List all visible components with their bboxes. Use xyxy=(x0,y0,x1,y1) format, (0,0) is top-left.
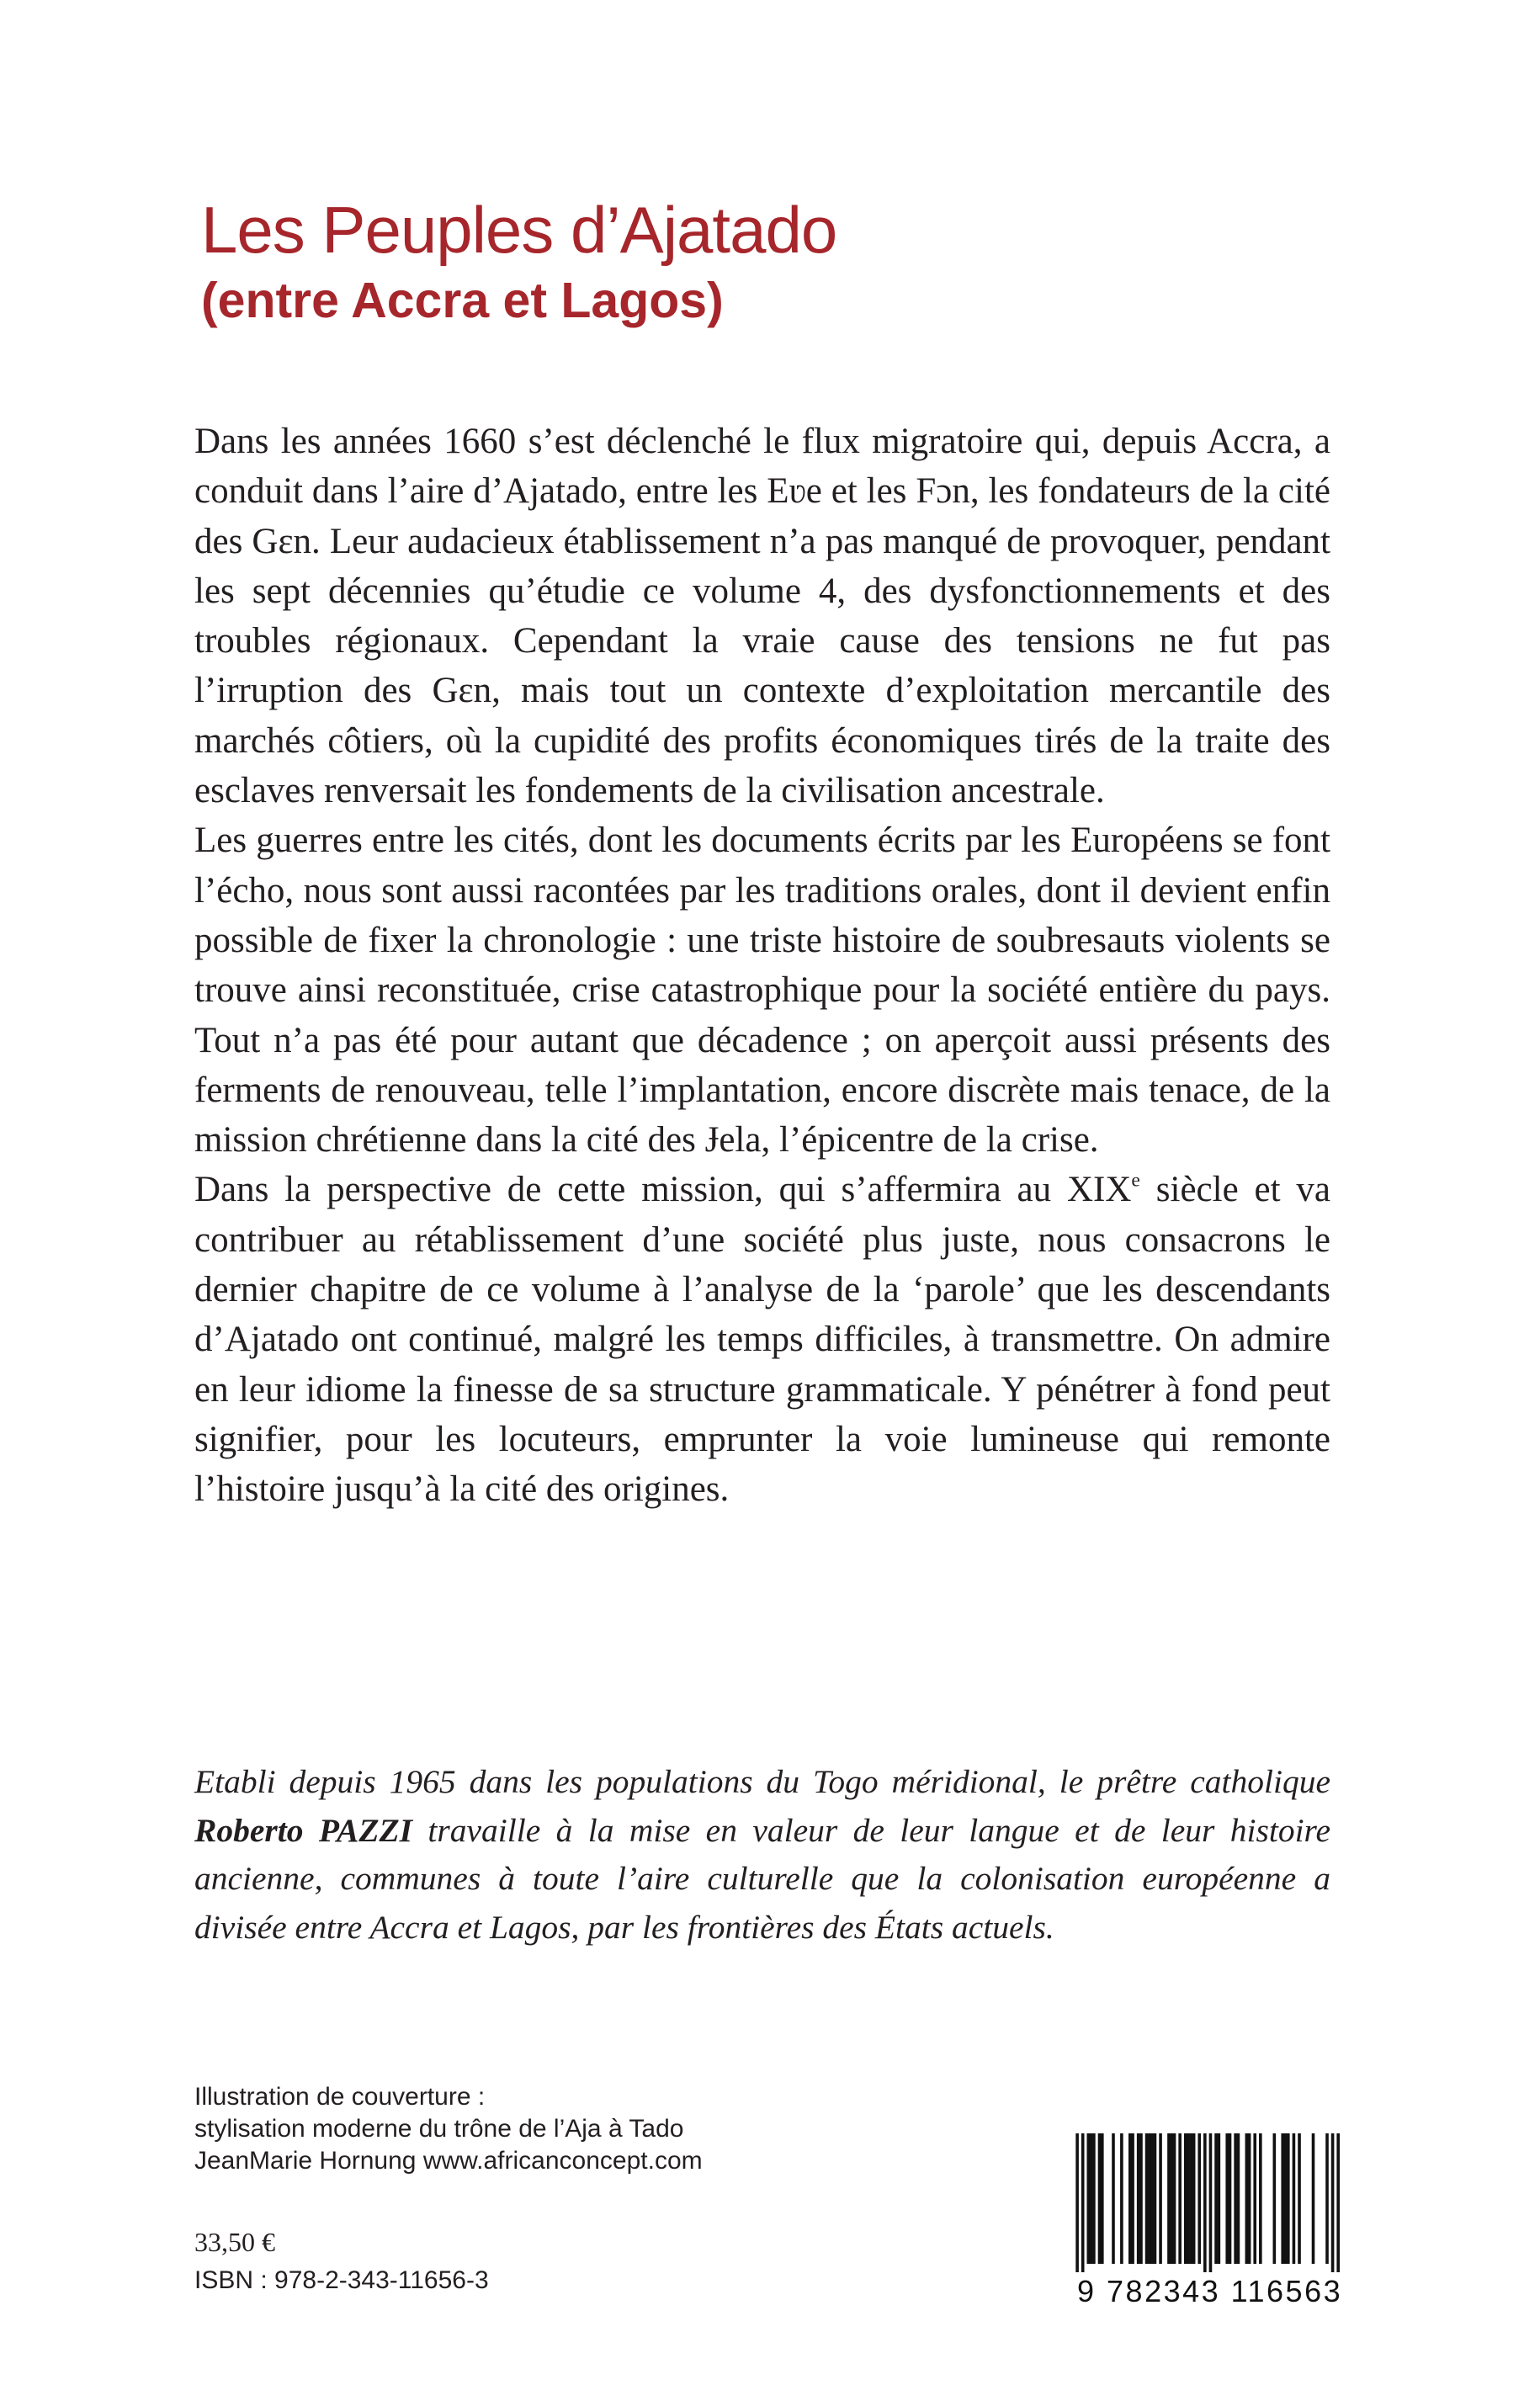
credits-line-1: Illustration de couverture : xyxy=(194,2083,486,2111)
blurb xyxy=(194,417,1330,1515)
barcode-bar xyxy=(1225,2133,1229,2264)
barcode-bar xyxy=(1336,2133,1340,2272)
barcode-bar xyxy=(1120,2133,1123,2264)
barcode-bar xyxy=(1209,2133,1213,2272)
barcode-bar xyxy=(1178,2133,1182,2264)
barcode-bar xyxy=(1090,2133,1093,2264)
barcode-bar xyxy=(1086,2133,1090,2264)
barcode-bar xyxy=(1245,2133,1249,2264)
barcode-bar xyxy=(1237,2133,1240,2264)
barcode-digits: 9 782343 116563 xyxy=(1077,2274,1343,2308)
author-bio xyxy=(194,1758,1330,1952)
barcode-bar xyxy=(1253,2133,1256,2264)
barcode-bar xyxy=(1101,2133,1104,2264)
barcode-bar xyxy=(1137,2133,1140,2264)
barcode-bar xyxy=(1298,2133,1301,2264)
author-name: Roberto PAZZI xyxy=(194,1811,413,1849)
barcode-bar xyxy=(1312,2133,1315,2264)
barcode-bar xyxy=(1281,2133,1284,2264)
author-bio-start: Etabli depuis 1965 dans les populations du Togo méridional, le prêtre catholique xyxy=(194,1763,1330,1800)
barcode-bar xyxy=(1075,2133,1079,2272)
barcode-bar xyxy=(1148,2133,1151,2264)
barcode-bar xyxy=(1214,2133,1218,2264)
blurb-paragraph-3-start: Dans la perspective de cette mission, qui s’affermira au XIX xyxy=(194,1170,1132,1210)
barcode-bar xyxy=(1325,2133,1329,2264)
barcode-bar xyxy=(1098,2133,1102,2264)
barcode-bar xyxy=(1287,2133,1290,2264)
century-superscript: e xyxy=(1131,1169,1140,1192)
barcode-bar xyxy=(1092,2133,1096,2264)
barcode-bar xyxy=(1190,2133,1193,2264)
barcode-bars xyxy=(1073,2133,1342,2272)
barcode-bar xyxy=(1229,2133,1232,2264)
barcode-bar xyxy=(1139,2133,1143,2264)
barcode-bar xyxy=(1170,2133,1173,2264)
barcode-bar xyxy=(1112,2133,1115,2264)
barcode-bar xyxy=(1159,2133,1162,2264)
credits-line-2: stylisation moderne du trône de l’Aja à Tado xyxy=(194,2115,684,2143)
barcode-bar xyxy=(1234,2133,1237,2264)
barcode-bar xyxy=(1131,2133,1134,2264)
barcode-bar xyxy=(1218,2133,1221,2264)
barcode-bar xyxy=(1284,2133,1288,2264)
barcode-bar xyxy=(1081,2133,1085,2272)
barcode-bar xyxy=(1248,2133,1251,2264)
barcode-bar xyxy=(1184,2133,1187,2264)
blurb-paragraph-3-rest: siècle et va contribuer au rétablissement d’une société plus juste, nous consacrons le dernier chapitre de ce volume à l’analyse de la ‘parole’ que les descendants d’Ajatado ont continué, malgré les temps difficiles, à transmettre. On admire en leur idiome la finesse de sa structure grammaticale. Y pénétrer à fond peut signifier, pour les locuteurs, emprunter la voie lumineuse qui remonte l’histoire jusqu’à la cité des origines. xyxy=(194,1170,1330,1510)
barcode-bar xyxy=(1293,2133,1296,2264)
book-subtitle: (entre Accra et Lagos) xyxy=(201,273,724,328)
barcode-bar xyxy=(1128,2133,1132,2264)
barcode-bar xyxy=(1203,2133,1207,2272)
barcode-bar xyxy=(1197,2133,1201,2264)
book-title: Les Peuples d’Ajatado xyxy=(201,193,837,267)
credits-line-3: JeanMarie Hornung www.africanconcept.com xyxy=(194,2147,703,2175)
barcode-bar xyxy=(1331,2133,1335,2272)
author-bio-rest: travaille à la mise en valeur de leur langue et de leur histoire ancienne, communes à toute l’aire culturelle que la colonisation européenne a divisée entre Accra et Lagos, par les frontières des États actuels. xyxy=(194,1811,1330,1946)
barcode-bar xyxy=(1273,2133,1277,2264)
barcode-bar xyxy=(1145,2133,1149,2264)
barcode-bar xyxy=(1150,2133,1154,2264)
barcode-bar xyxy=(1154,2133,1157,2264)
barcode-bar xyxy=(1167,2133,1171,2264)
cover-credits xyxy=(194,2081,868,2177)
barcode-bar xyxy=(1192,2133,1196,2264)
isbn: ISBN : 978-2-343-11656-3 xyxy=(194,2266,489,2294)
blurb-paragraph-1: Dans les années 1660 s’est déclenché le flux migratoire qui, depuis Accra, a conduit dans l’aire d’Ajatado, entre les Eʋe et les Fɔn, les fondateurs de la cité des Gɛn. Leur audacieux établissement n’a pas manqué de provoquer, pendant les sept décennies qu’étudie ce volume 4, des dysfonctionnements et des troubles régionaux. Cependant la vraie cause des tensions ne fut pas l’irruption des Gɛn, mais tout un contexte d’exploitation mercantile des marchés côtiers, où la cupidité des profits économiques tirés de la traite des esclaves renversait les fondements de la civilisation ancestrale. xyxy=(194,422,1330,811)
barcode-bar xyxy=(1173,2133,1176,2264)
price: 33,50 € xyxy=(194,2227,275,2257)
blurb-paragraph-2: Les guerres entre les cités, dont les documents écrits par les Européens se font l’écho, nous sont aussi racontées par les traditions orales, dont il devient enfin possible de fixer la chronologie : une triste histoire de soubresauts violents se trouve ainsi reconstituée, crise catastrophique pour la société entière du pays. Tout n’a pas été pour autant que décadence ; on aperçoit aussi présents des ferments de renouveau, telle l’implantation, encore discrète mais tenace, de la mission chrétienne dans la cité des Ɉela, l’épicentre de la crise. xyxy=(194,821,1330,1161)
blurb-paragraph-3 xyxy=(194,1165,1330,1514)
barcode-bar xyxy=(1187,2133,1190,2264)
barcode-bar xyxy=(1259,2133,1262,2264)
